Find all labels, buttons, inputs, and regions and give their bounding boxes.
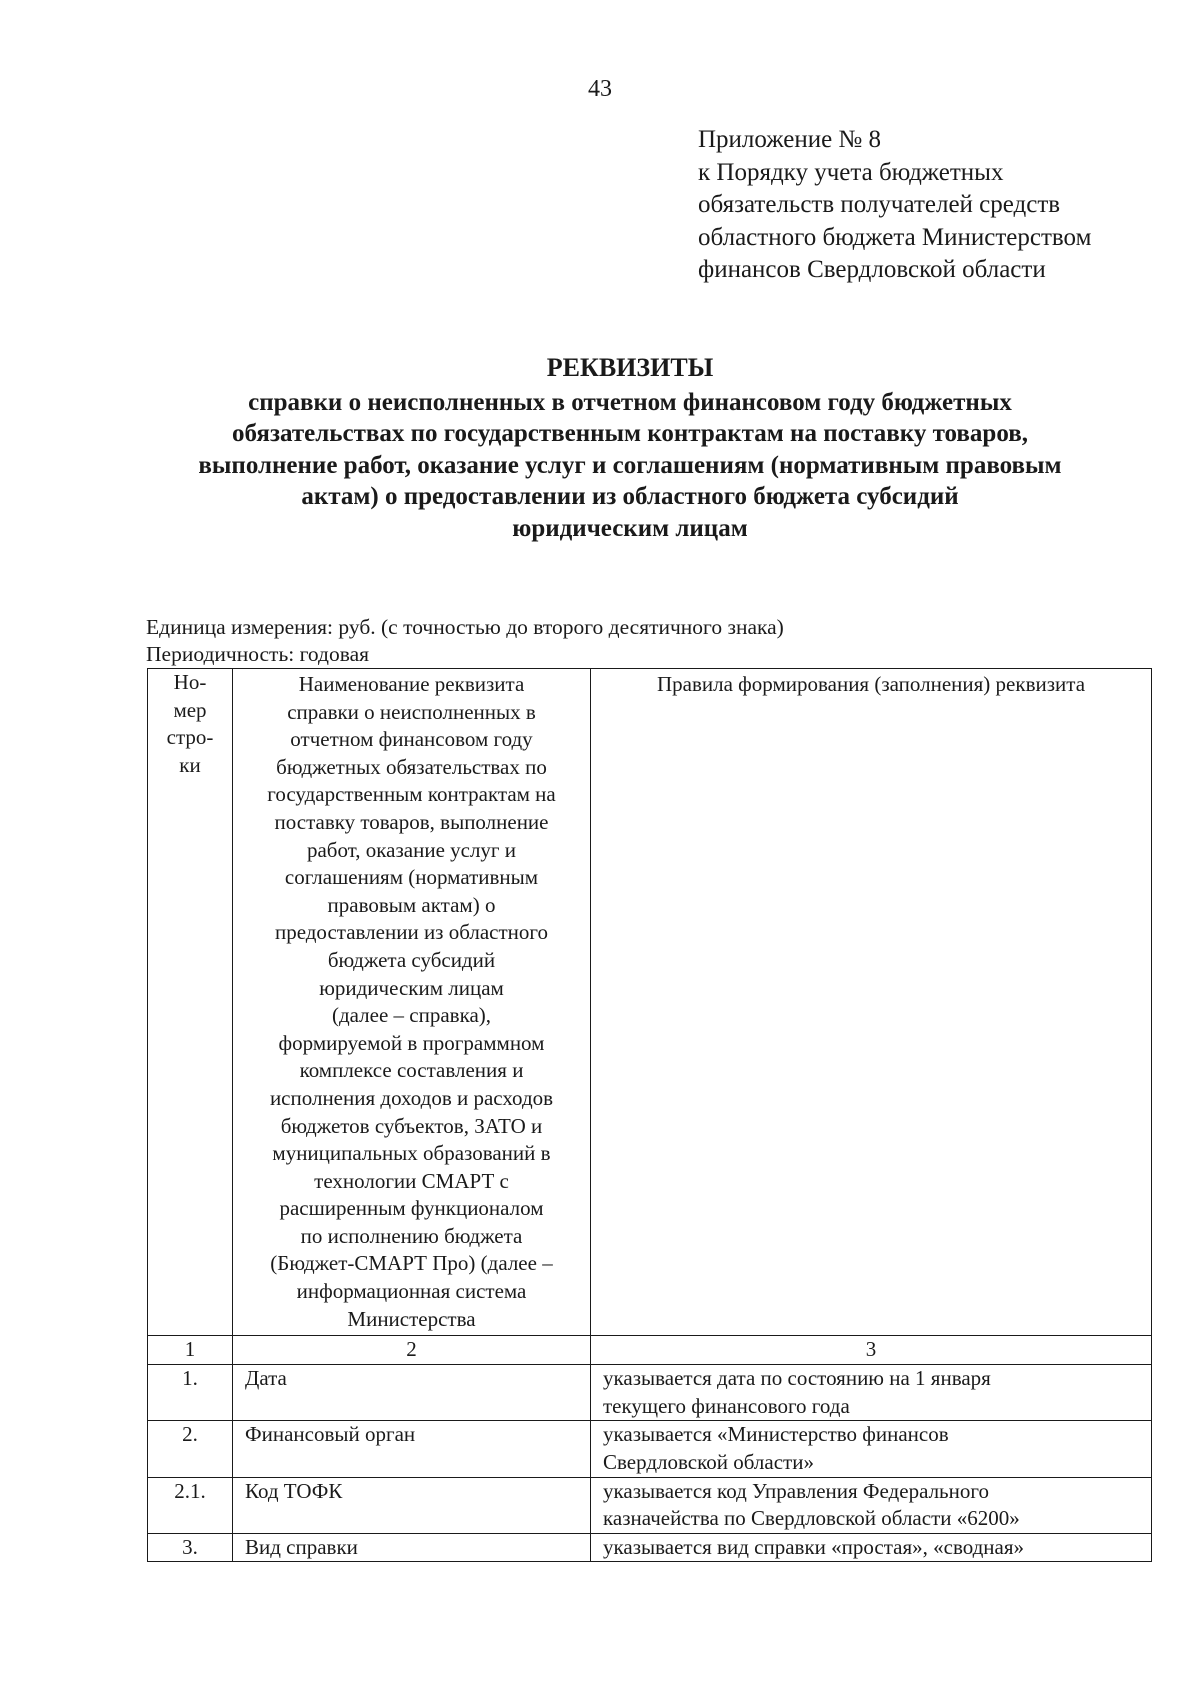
title-line: юридическим лицам xyxy=(512,514,748,542)
title-heading: РЕКВИЗИТЫ xyxy=(546,353,714,382)
requisite-rule xyxy=(591,1477,1152,1533)
header-text-line: по исполнению бюджета xyxy=(300,1223,523,1248)
requisite-name: Вид справки xyxy=(233,1533,591,1562)
title-line: справки о неисполненных в отчетном финансовом году бюджетных xyxy=(248,388,1012,416)
header-text-line: ки xyxy=(179,752,201,777)
appendix-line: Приложение № 8 xyxy=(698,126,882,153)
header-text-line: технологии СМАРТ с xyxy=(314,1168,509,1193)
column-number: 2 xyxy=(233,1336,591,1365)
title-line: выполнение работ, оказание услуг и соглашениям (нормативным правовым xyxy=(198,451,1062,479)
rule-line: текущего финансового года xyxy=(603,1393,850,1418)
header-text-line: Но- xyxy=(173,670,207,694)
header-text-line: справки о неисполненных в xyxy=(287,699,536,724)
header-text-line: отчетном финансовом году xyxy=(290,727,533,752)
page-number: 43 xyxy=(588,76,612,102)
header-text-line: мер xyxy=(173,697,207,722)
header-row-number xyxy=(148,669,233,1336)
appendix-reference xyxy=(698,124,1178,287)
appendix-line: областного бюджета Министерством xyxy=(698,223,1092,251)
header-text-line: предоставлении из областного xyxy=(274,920,549,945)
row-number: 3. xyxy=(148,1533,233,1562)
requisite-name: Дата xyxy=(233,1365,591,1421)
rule-line: указывается «Министерство финансов xyxy=(603,1422,949,1447)
header-formation-rules: Правила формирования (заполнения) реквизита xyxy=(591,669,1152,1336)
table-header-row xyxy=(148,669,1152,1336)
header-text-line: Наименование реквизита xyxy=(298,672,525,696)
header-requisite-name xyxy=(233,669,591,1336)
table-row xyxy=(148,1421,1152,1477)
header-text-line: правовым актам) о xyxy=(327,892,496,917)
column-number: 3 xyxy=(591,1336,1152,1365)
table-row xyxy=(148,1477,1152,1533)
row-number: 2.1. xyxy=(148,1477,233,1533)
periodicity: Периодичность: годовая xyxy=(146,642,369,666)
rule-line: казначейства по Свердловской области «6200» xyxy=(603,1506,1020,1531)
header-text-line: соглашениям (нормативным xyxy=(284,865,539,890)
header-text-line: государственным контрактам на xyxy=(267,782,556,807)
header-text-line: стро- xyxy=(166,725,214,750)
title-line: актам) о предоставлении из областного бюджета субсидий xyxy=(301,483,959,510)
header-text-line: поставку товаров, выполнение xyxy=(274,809,549,834)
column-number: 1 xyxy=(148,1336,233,1365)
header-text-line: исполнения доходов и расходов xyxy=(269,1085,554,1110)
rule-line: указывается дата по состоянию на 1 января xyxy=(603,1366,991,1391)
requisite-name: Финансовый орган xyxy=(233,1421,591,1477)
requisite-rule xyxy=(591,1365,1152,1421)
rule-line: указывается код Управления Федерального xyxy=(603,1478,989,1503)
header-text-line: информационная система xyxy=(296,1279,527,1304)
header-text-line: Министерства xyxy=(347,1306,476,1331)
appendix-line: обязательств получателей средств xyxy=(698,191,1061,218)
unit-of-measure: Единица измерения: руб. (с точностью до второго десятичного знака) xyxy=(146,615,784,639)
document-meta xyxy=(146,614,784,668)
requisite-rule xyxy=(591,1533,1152,1562)
table-row xyxy=(148,1365,1152,1421)
header-text-line: расширенным функционалом xyxy=(279,1196,544,1221)
title-line: обязательствах по государственным контрактам на поставку товаров, xyxy=(232,420,1028,447)
column-numbers-row xyxy=(148,1336,1152,1365)
header-text-line: бюджетов субъектов, ЗАТО и xyxy=(280,1113,543,1138)
header-text-line: бюджета субсидий xyxy=(327,947,496,972)
appendix-line: финансов Свердловской области xyxy=(698,256,1046,283)
row-number: 1. xyxy=(148,1365,233,1421)
requisites-table xyxy=(147,668,1152,1562)
row-number: 2. xyxy=(148,1421,233,1477)
rule-line: Свердловской области» xyxy=(603,1450,814,1475)
header-text-line: юридическим лицам xyxy=(319,975,504,1000)
header-text-line: работ, оказание услуг и xyxy=(306,837,517,862)
header-text-line: муниципальных образований в xyxy=(272,1141,551,1166)
requisite-rule xyxy=(591,1421,1152,1477)
requisite-name: Код ТОФК xyxy=(233,1477,591,1533)
document-title xyxy=(130,352,1130,544)
header-text-line: (Бюджет-СМАРТ Про) (далее – xyxy=(270,1251,553,1276)
table-row xyxy=(148,1533,1152,1562)
header-text-line: формируемой в программном xyxy=(278,1030,545,1055)
rule-line: указывается вид справки «простая», «сводная» xyxy=(603,1534,1025,1559)
appendix-line: к Порядку учета бюджетных xyxy=(698,158,1004,186)
header-text-line: (далее – справка), xyxy=(331,1003,492,1028)
header-text-line: бюджетных обязательствах по xyxy=(276,754,547,779)
header-text-line: комплексе составления и xyxy=(299,1058,524,1083)
